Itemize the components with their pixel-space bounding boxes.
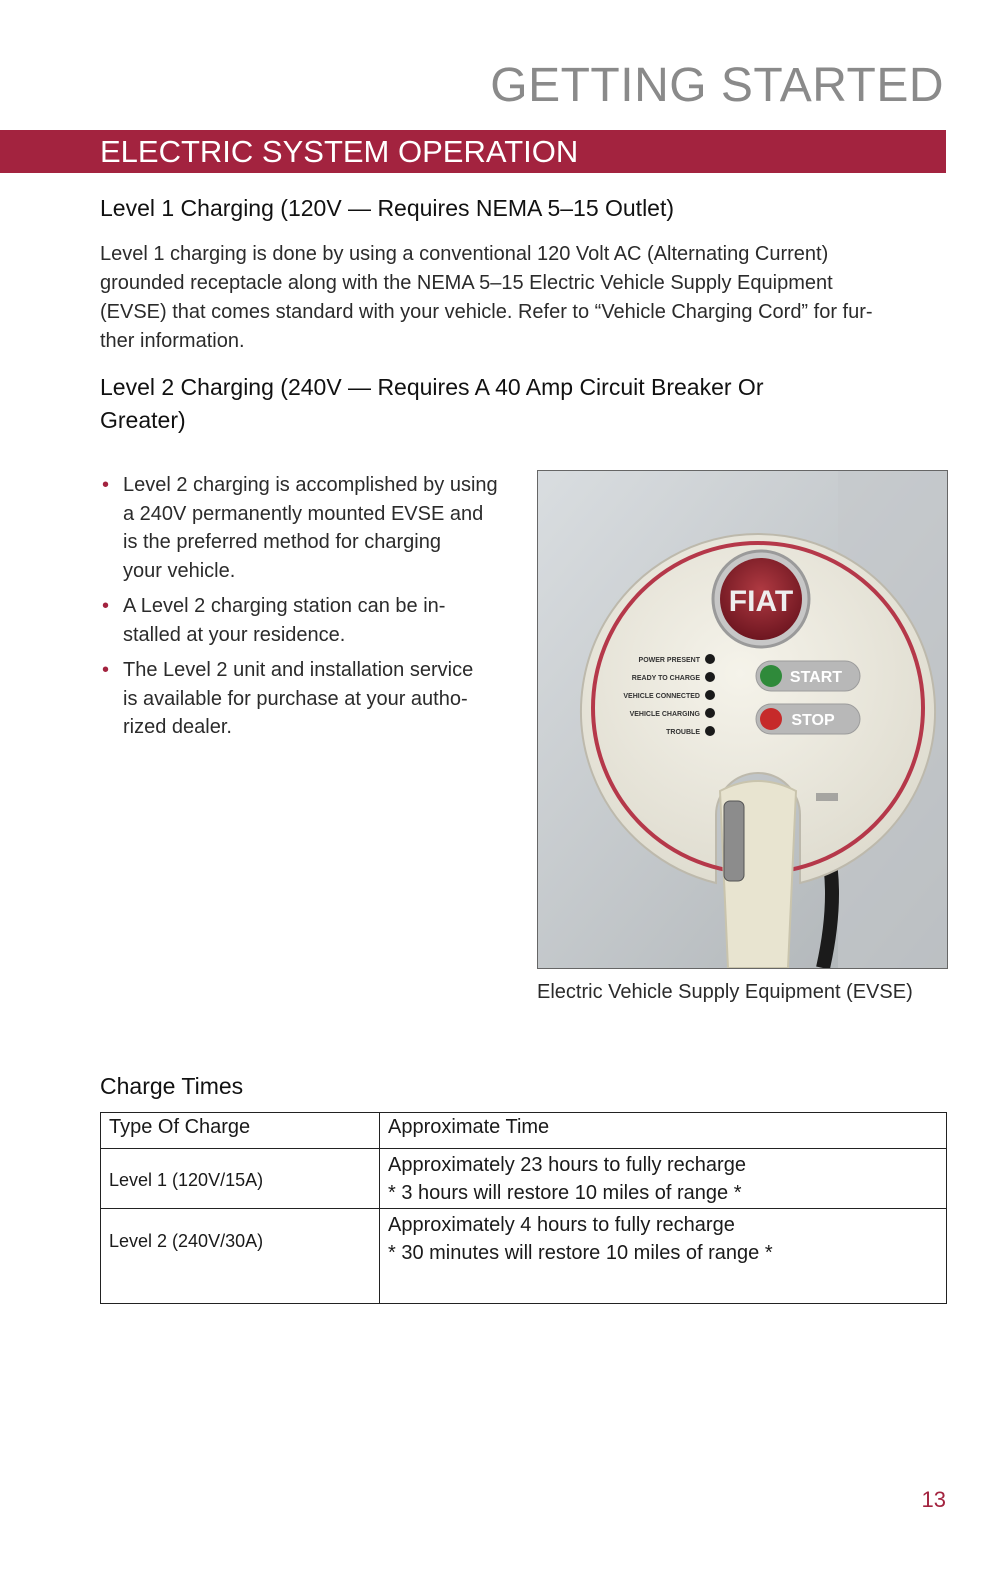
bullet-line: is available for purchase at your autho-: [123, 687, 468, 710]
bullet-line: A Level 2 charging station can be in-: [123, 595, 446, 617]
level2-bullet-list: [100, 471, 520, 749]
bullet-line: rized dealer.: [123, 716, 232, 738]
connector-plug: [724, 801, 744, 881]
status-label: POWER PRESENT: [638, 657, 700, 664]
bullet-line: your vehicle.: [123, 559, 236, 582]
brand-mark-icon: [816, 793, 838, 801]
status-label: VEHICLE CONNECTED: [623, 693, 700, 700]
charge-type-cell: Level 1 (120V/15A): [101, 1149, 380, 1209]
start-led-icon: [760, 665, 782, 687]
charge-time-cell: [380, 1149, 947, 1209]
section-title: ELECTRIC SYSTEM OPERATION: [100, 134, 579, 169]
bullet-item: [100, 592, 520, 649]
level1-paragraph: [100, 240, 940, 356]
time-line: * 30 minutes will restore 10 miles of range *: [388, 1242, 773, 1264]
chapter-title: GETTING STARTED: [490, 59, 944, 112]
paragraph-line: ther information.: [100, 330, 245, 352]
status-label: TROUBLE: [666, 729, 700, 736]
status-led-icon: [705, 726, 715, 736]
status-led-icon: [705, 654, 715, 664]
bullet-item: [100, 656, 520, 742]
charge-type-cell: Level 2 (240V/30A): [101, 1209, 380, 1304]
status-led-icon: [705, 708, 715, 718]
bullet-line: is the preferred method for charging: [123, 531, 441, 553]
heading-line: Level 2 Charging (240V — Requires A 40 Amp Circuit Breaker Or: [100, 374, 764, 400]
bullet-line: a 240V permanently mounted EVSE and: [123, 502, 484, 525]
status-label: READY TO CHARGE: [631, 675, 700, 682]
stop-led-icon: [760, 708, 782, 730]
charge-times-title: Charge Times: [100, 1073, 244, 1099]
column-header: Approximate Time: [380, 1113, 947, 1149]
bullet-dot-icon: •: [102, 659, 110, 681]
paragraph-line: (EVSE) that comes standard with your vehicle. Refer to “Vehicle Charging Cord” for fur-: [100, 301, 873, 323]
level2-heading: [100, 371, 764, 437]
bullet-line: Level 2 charging is accomplished by using: [123, 474, 498, 496]
level1-heading: Level 1 Charging (120V — Requires NEMA 5–15 Outlet): [100, 195, 675, 221]
status-led-icon: [705, 690, 715, 700]
heading-line: Greater): [100, 407, 186, 433]
time-line: Approximately 4 hours to fully recharge: [388, 1214, 735, 1236]
page-number: 13: [921, 1487, 946, 1512]
table-row: [101, 1209, 947, 1304]
start-label: START: [789, 669, 843, 686]
evse-illustration: [538, 471, 947, 968]
status-label: VEHICLE CHARGING: [629, 711, 700, 718]
time-line: Approximately 23 hours to fully recharge: [388, 1154, 746, 1176]
bullet-line: The Level 2 unit and installation service: [123, 659, 474, 681]
bullet-item: [100, 471, 520, 585]
stop-label: STOP: [791, 712, 835, 729]
section-banner: [0, 130, 946, 173]
charge-times-table: [100, 1112, 947, 1304]
bullet-line: stalled at your residence.: [123, 623, 346, 646]
bullet-dot-icon: •: [102, 474, 110, 496]
logo-text: FIAT: [728, 585, 794, 618]
time-line: * 3 hours will restore 10 miles of range *: [388, 1182, 742, 1204]
figure-caption: Electric Vehicle Supply Equipment (EVSE): [537, 981, 913, 1003]
status-led-icon: [705, 672, 715, 682]
paragraph-line: grounded receptacle along with the NEMA 5–15 Electric Vehicle Supply Equipment: [100, 272, 833, 294]
column-header: Type Of Charge: [101, 1113, 380, 1149]
evse-photo: [537, 470, 948, 969]
bullet-dot-icon: •: [102, 595, 110, 617]
paragraph-line: Level 1 charging is done by using a conventional 120 Volt AC (Alternating Current): [100, 243, 829, 265]
charge-time-cell: [380, 1209, 947, 1304]
table-header-row: [101, 1113, 947, 1149]
table-row: [101, 1149, 947, 1209]
